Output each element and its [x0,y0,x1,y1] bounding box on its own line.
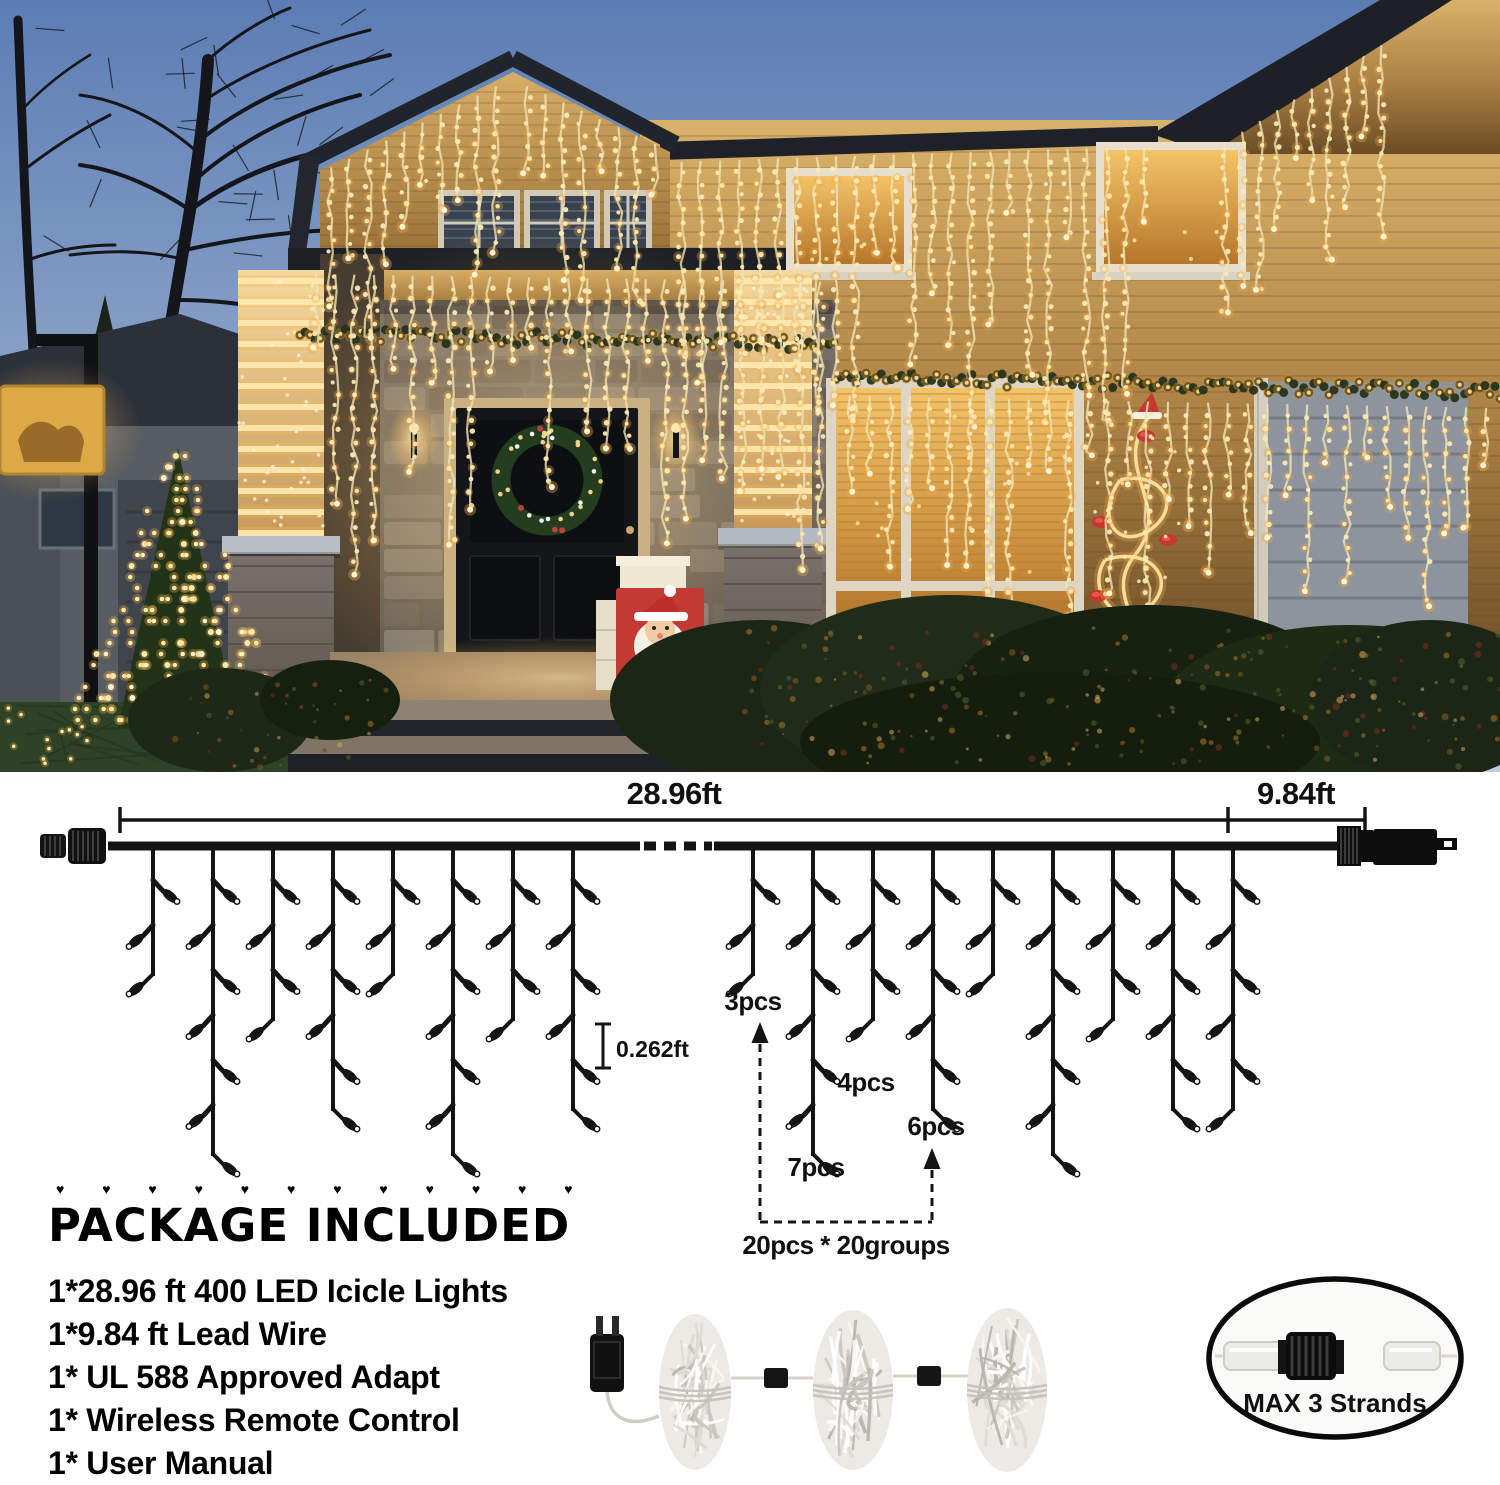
hearts-decoration: ♥ ♥ ♥ ♥ ♥ ♥ ♥ ♥ ♥ ♥ ♥ ♥ [56,1181,590,1197]
pcs-6-label: 6pcs [907,1111,964,1141]
pcs-7-label: 7pcs [787,1152,844,1182]
pcs-4-label: 4pcs [837,1067,894,1097]
package-heading: PACKAGE INCLUDED [48,1199,570,1252]
bulb-spacing-label: 0.262ft [616,1036,689,1062]
total-length-label: 28.96ft [627,776,722,811]
pcs-3-label: 3pcs [724,986,781,1016]
package-item: 1*9.84 ft Lead Wire [48,1313,508,1356]
package-contents-photo [560,1270,1500,1476]
group-note-label: 20pcs * 20groups [742,1230,949,1260]
package-item: 1* User Manual [48,1442,508,1485]
package-item: 1* Wireless Remote Control [48,1399,508,1442]
max-strands-label: MAX 3 Strands [1243,1388,1427,1418]
package-item: 1*28.96 ft 400 LED Icicle Lights [48,1270,508,1313]
lead-length-label: 9.84ft [1257,776,1335,811]
package-item: 1* UL 588 Approved Adapt [48,1356,508,1399]
bundles-drawing [590,1279,1461,1472]
package-list [48,1270,508,1485]
